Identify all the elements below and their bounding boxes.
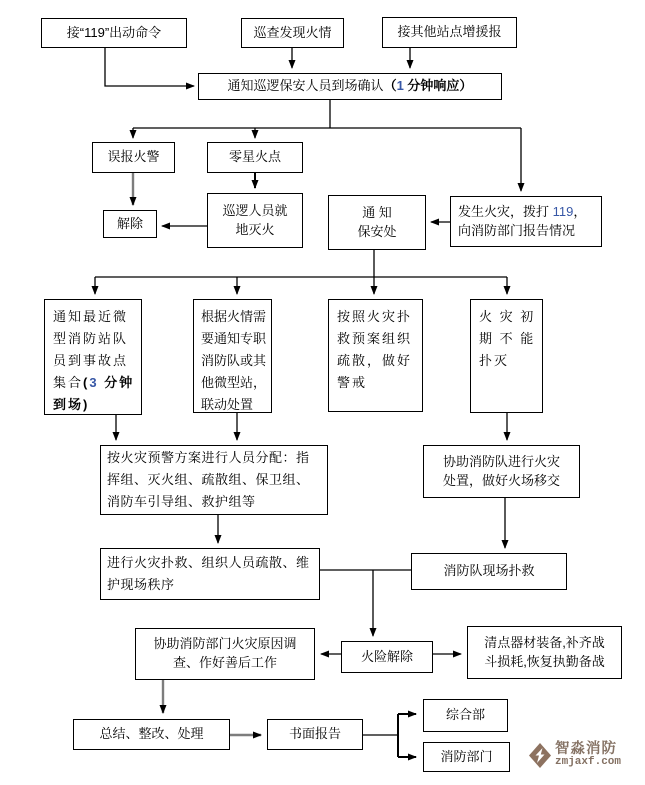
node-fire-occurred-call-119	[450, 196, 602, 247]
node-line: 发生火灾，拨打 119，	[458, 203, 587, 219]
node-label: 巡查发现火情	[253, 24, 332, 40]
node-line: 斗损耗,恢复执勤备战	[484, 653, 605, 669]
node-line: 警戒	[337, 375, 368, 390]
node-scattered-fire	[207, 142, 303, 173]
node-line: 消防队或其	[201, 353, 267, 368]
node-line: 型消防站队	[53, 331, 129, 346]
node-line: 挥组、灭火组、疏散组、保卫组、	[107, 472, 310, 487]
node-general-department	[423, 699, 508, 732]
node-line: 进行火灾扑救、组织人员疏散、维	[107, 555, 310, 570]
node-patrol-extinguish-onsite	[207, 193, 303, 248]
node-assist-brigade-handover	[423, 445, 580, 498]
node-line: 协助消防部门火灾原因调	[153, 636, 297, 652]
node-line: 要通知专职	[201, 331, 267, 346]
node-evacuate-per-plan	[328, 299, 423, 412]
node-line: 到场)	[53, 397, 90, 412]
node-line: 处置，做好火场移交	[442, 472, 560, 488]
node-label: 消防部门	[440, 748, 493, 764]
node-line: 他微型站，	[201, 375, 267, 390]
node-fire-department	[423, 742, 510, 772]
node-receive-119-order	[41, 18, 187, 48]
node-line: 护现场秩序	[107, 577, 175, 592]
node-notify-patrol-confirm	[198, 73, 502, 100]
node-line: 按火灾预警方案进行人员分配：指	[107, 450, 310, 465]
node-line: 通知最近微	[53, 309, 129, 324]
logo-text	[555, 742, 621, 769]
node-line: 查、作好善后工作	[172, 655, 277, 670]
node-label: 消防队现场扑救	[443, 563, 535, 579]
node-line: 期 不 能	[479, 331, 536, 346]
node-line: 联动处置	[201, 397, 254, 412]
node-false-alarm	[92, 142, 175, 173]
node-label: 书面报告	[288, 726, 341, 742]
node-line: 按照火灾扑	[337, 309, 413, 324]
node-line: 地灭火	[235, 221, 275, 237]
node-dismiss	[103, 210, 157, 238]
node-line: 通 知	[362, 204, 392, 220]
logo-domain-text: zmjaxf.com	[555, 756, 622, 769]
node-firefight-evacuate-order	[100, 548, 320, 600]
node-label: 解除	[116, 215, 143, 231]
node-label: 接“119”出动命令	[66, 24, 162, 40]
node-line: 保安处	[357, 223, 397, 239]
node-initial-fire-uncontrollable	[470, 299, 543, 413]
node-label: 总结、整改、处理	[99, 726, 204, 742]
node-line: 清点器材装备,补齐战	[484, 634, 605, 650]
node-written-report	[267, 719, 363, 750]
node-label: 接其他站点增援报	[397, 24, 502, 40]
node-line: 扑灭	[479, 353, 510, 368]
node-cause-investigation	[135, 628, 315, 680]
node-brigade-onsite-fighting	[411, 553, 567, 590]
node-summary-rectify-handle	[73, 719, 230, 750]
node-notify-professional-brigade	[193, 299, 272, 413]
node-line: 根据火情需	[201, 309, 267, 324]
node-other-station-support	[382, 17, 517, 48]
node-personnel-assignment	[100, 445, 328, 515]
node-line: 巡逻人员就	[222, 202, 288, 218]
node-line: 疏散，做好	[337, 353, 413, 368]
logo-brand-text: 智淼消防	[555, 741, 617, 758]
node-line: 救预案组织	[337, 331, 413, 346]
node-line: 员到事故点	[53, 353, 129, 368]
node-equipment-recovery	[467, 626, 622, 679]
node-fire-danger-cleared	[341, 641, 433, 673]
node-line: 火 灾 初	[479, 309, 536, 324]
node-patrol-fire-found	[241, 18, 344, 48]
node-label: 通知巡逻保安人员到场确认（1 分钟响应）	[227, 78, 473, 94]
node-line: 集合(3 分钟	[53, 375, 135, 390]
node-notify-security-office	[328, 195, 426, 250]
watermark-logo	[528, 742, 621, 769]
node-label: 误报火警	[107, 149, 160, 165]
node-line: 协助消防队进行火灾	[442, 453, 560, 469]
node-label: 火险解除	[360, 648, 413, 664]
node-line: 向消防部门报告情况	[458, 222, 576, 238]
node-notify-mini-fire-station	[44, 299, 142, 415]
node-label: 零星火点	[228, 149, 281, 165]
logo-diamond-icon	[528, 742, 552, 769]
node-label: 综合部	[445, 707, 485, 723]
node-line: 消防车引导组、救护组等	[107, 494, 256, 509]
